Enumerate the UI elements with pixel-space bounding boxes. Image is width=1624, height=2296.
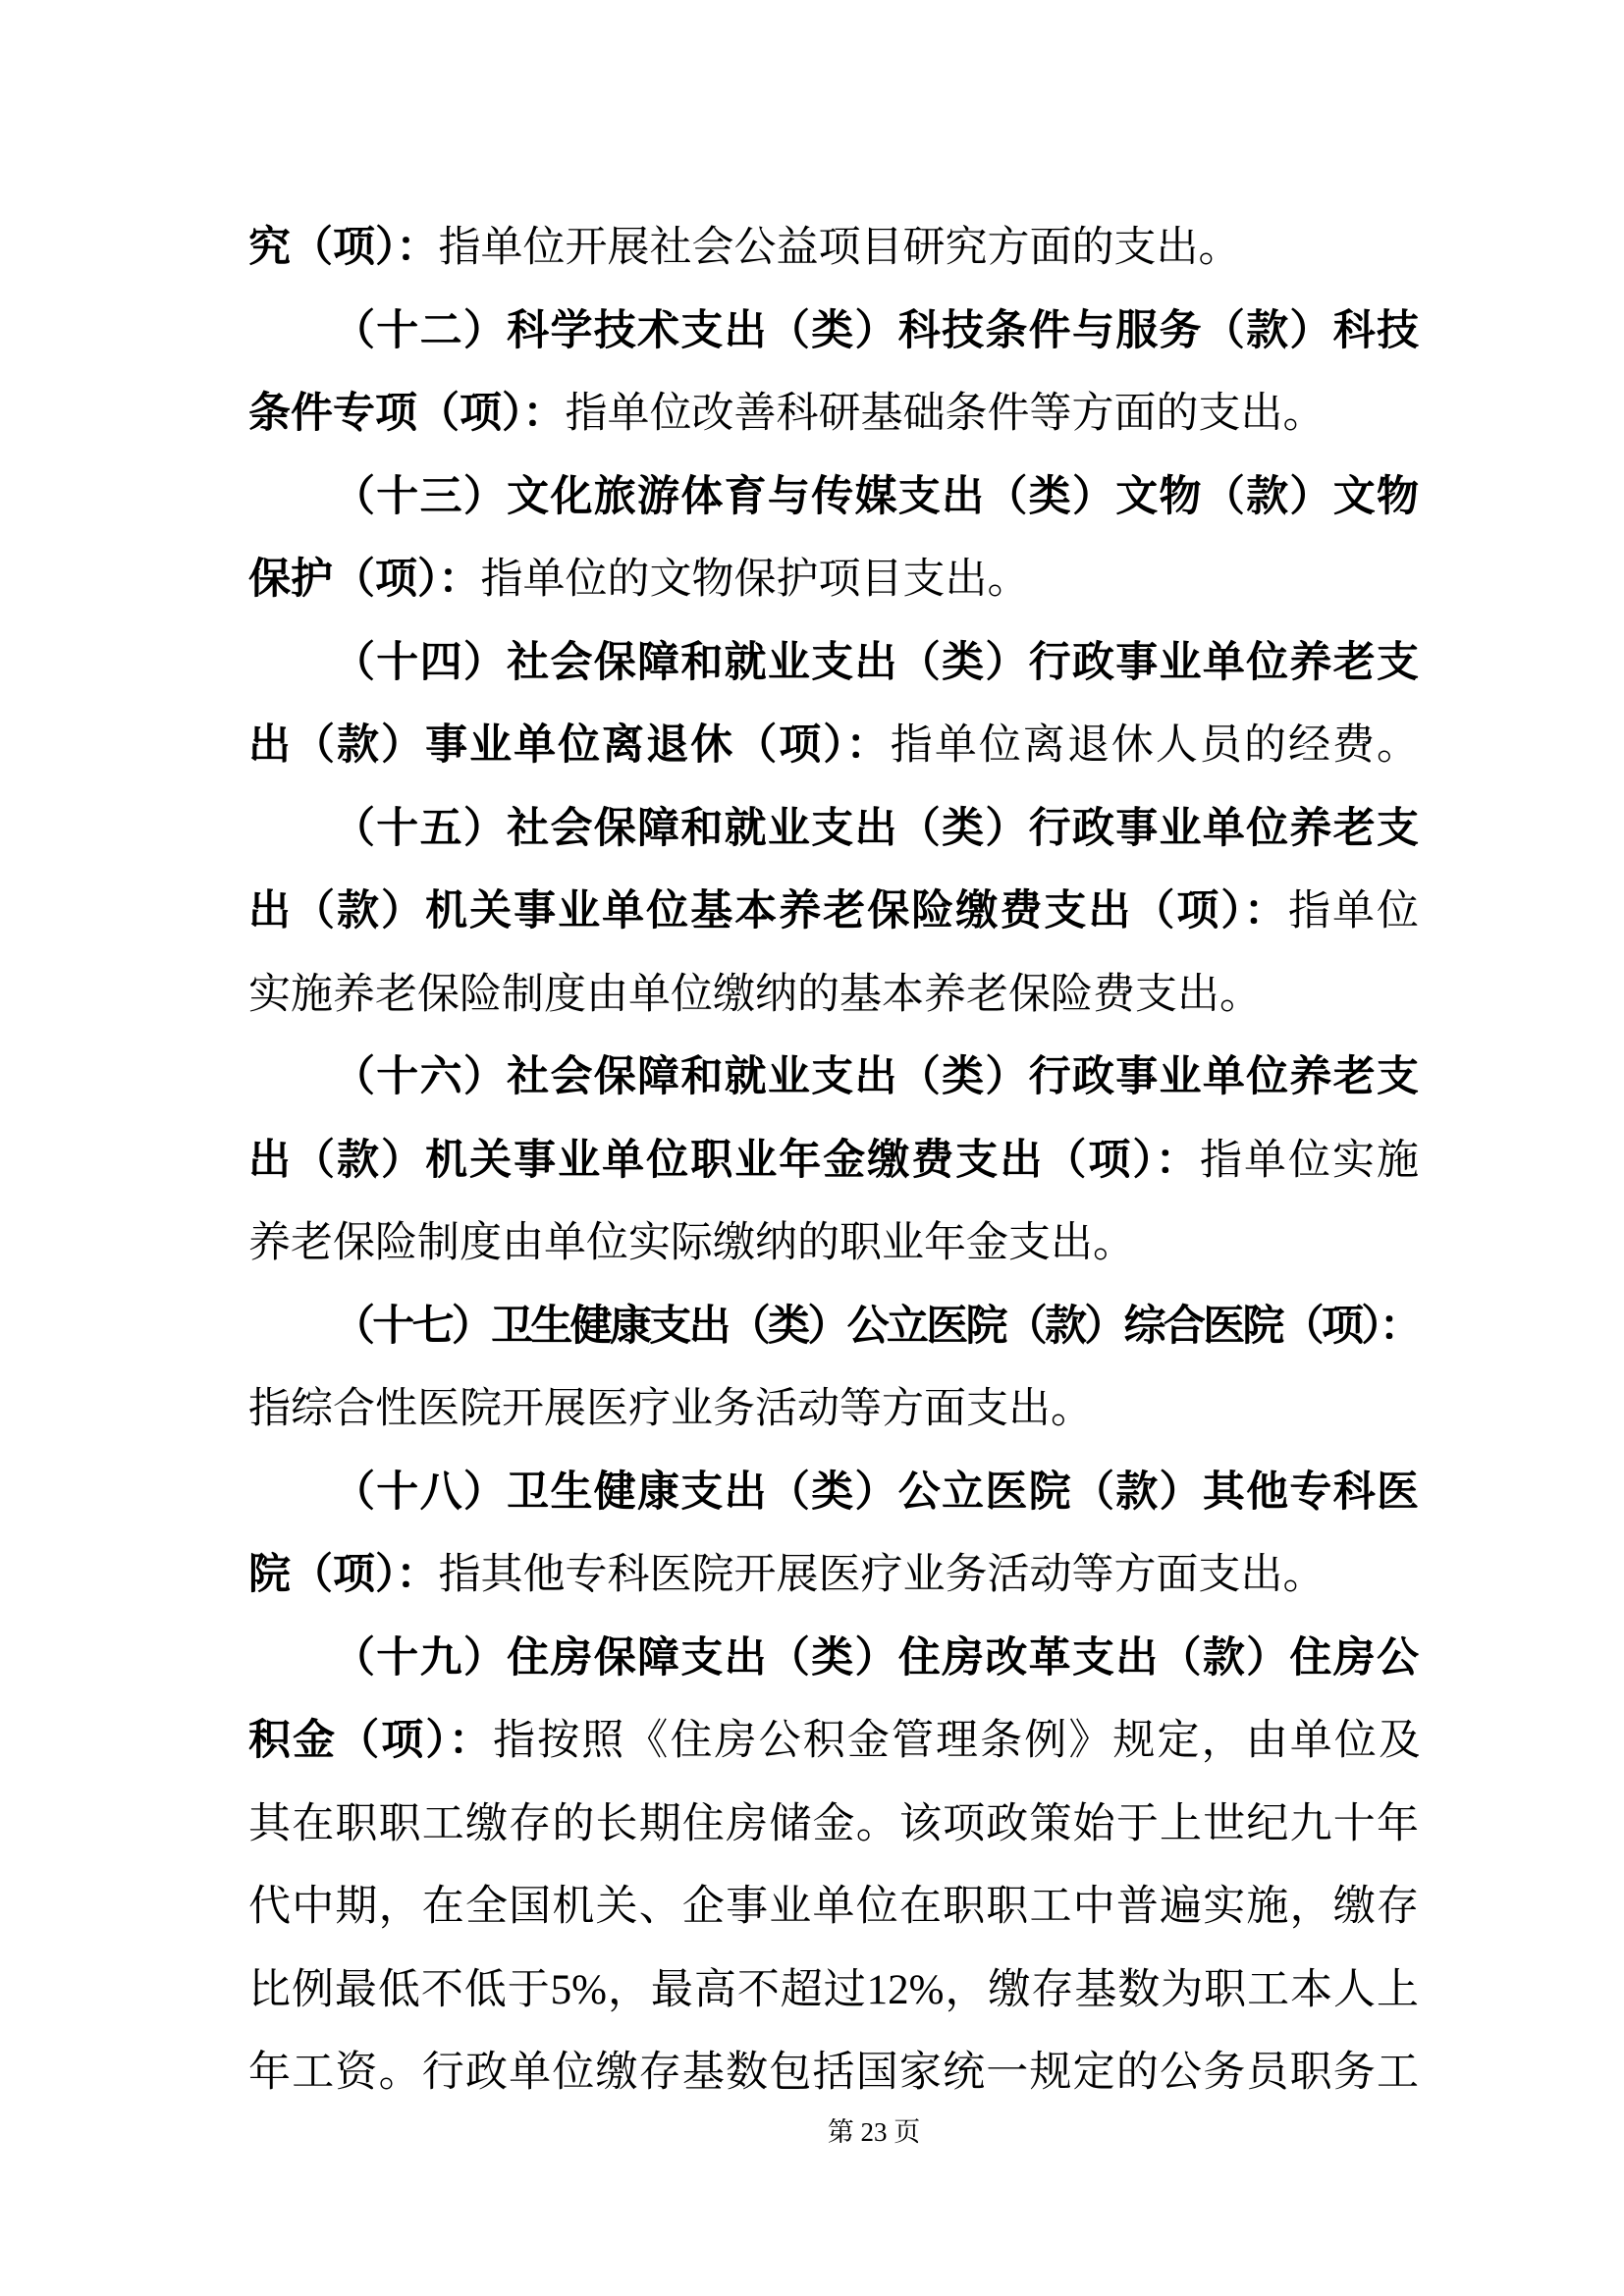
text-line-16 — [248, 1452, 1419, 1535]
text-line-4 — [248, 456, 1419, 540]
text-line-19 — [248, 1700, 1419, 1784]
text-line-2 — [248, 291, 1419, 374]
text-line-14 — [248, 1286, 1419, 1369]
heading-segment: 院（项）： — [248, 1552, 439, 1598]
body-segment: 年工资。行政单位缴存基数包括国家统一规定的公务员职务工 — [248, 2050, 1419, 2096]
text-line-6 — [248, 622, 1419, 706]
heading-segment: 出（款）机关事业单位职业年金缴费支出（项）： — [248, 1137, 1200, 1184]
document-body — [248, 207, 1419, 2115]
text-line-15 — [248, 1368, 1419, 1452]
text-line-11 — [248, 1037, 1419, 1120]
body-segment: 指单位改善科研基础条件等方面的支出。 — [565, 391, 1326, 437]
heading-segment: （十二）科学技术支出（类）科技条件与服务（款）科技 — [333, 307, 1419, 354]
heading-segment: （十五）社会保障和就业支出（类）行政事业单位养老支 — [333, 805, 1419, 852]
text-line-3 — [248, 373, 1419, 456]
text-line-8 — [248, 788, 1419, 872]
body-segment: 指单位实施 — [1199, 1137, 1419, 1184]
heading-segment: 条件专项（项）： — [248, 391, 566, 437]
text-line-17 — [248, 1534, 1419, 1618]
text-line-5 — [248, 539, 1419, 622]
body-segment: 指按照《住房公积金管理条例》规定，由单位及 — [493, 1718, 1419, 1764]
heading-segment: （十六）社会保障和就业支出（类）行政事业单位养老支 — [333, 1054, 1419, 1100]
heading-segment: 出（款）事业单位离退休（项）： — [248, 722, 891, 769]
text-line-21 — [248, 1866, 1419, 1949]
text-line-12 — [248, 1120, 1419, 1203]
text-line-9 — [248, 871, 1419, 954]
text-line-10 — [248, 954, 1419, 1038]
body-segment: 指其他专科医院开展医疗业务活动等方面支出。 — [438, 1552, 1326, 1598]
body-segment: 指单位离退休人员的经费。 — [890, 722, 1419, 769]
heading-segment: 究（项）： — [248, 225, 439, 271]
heading-segment: 保护（项）： — [248, 557, 481, 603]
heading-segment: （十三）文化旅游体育与传媒支出（类）文物（款）文物 — [333, 473, 1419, 520]
text-line-20 — [248, 1784, 1419, 1867]
heading-segment: （十七）卫生健康支出（类）公立医院（款）综合医院（项）： — [333, 1303, 1419, 1350]
heading-segment: 积金（项）： — [248, 1718, 494, 1764]
body-segment: 其在职职工缴存的长期住房储金。该项政策始于上世纪九十年 — [248, 1800, 1419, 1847]
body-segment: 指单位开展社会公益项目研究方面的支出。 — [438, 225, 1241, 271]
page-number-label: 第 23 页 — [827, 2117, 921, 2147]
heading-segment: （十八）卫生健康支出（类）公立医院（款）其他专科医 — [333, 1468, 1419, 1516]
body-segment: 比例最低不低于5%，最高不超过12%，缴存基数为职工本人上 — [248, 1966, 1419, 2013]
body-segment: 指单位 — [1287, 888, 1419, 934]
text-line-1 — [248, 207, 1419, 291]
text-line-7 — [248, 705, 1419, 788]
body-segment: 指单位的文物保护项目支出。 — [480, 557, 1030, 603]
heading-segment: 出（款）机关事业单位基本养老保险缴费支出（项）： — [248, 888, 1288, 934]
body-segment: 指综合性医院开展医疗业务活动等方面支出。 — [248, 1386, 1093, 1432]
heading-segment: （十九）住房保障支出（类）住房改革支出（款）住房公 — [333, 1634, 1419, 1682]
text-line-13 — [248, 1202, 1419, 1286]
text-line-23 — [248, 2032, 1419, 2115]
heading-segment: （十四）社会保障和就业支出（类）行政事业单位养老支 — [333, 639, 1419, 686]
body-segment: 实施养老保险制度由单位缴纳的基本养老保险费支出。 — [248, 971, 1262, 1018]
page-footer — [62, 2116, 1624, 2148]
body-segment: 养老保险制度由单位实际缴纳的职业年金支出。 — [248, 1220, 1135, 1266]
text-line-22 — [248, 1949, 1419, 2033]
text-line-18 — [248, 1618, 1419, 1701]
body-segment: 代中期，在全国机关、企事业单位在职职工中普遍实施，缴存 — [248, 1884, 1419, 1930]
